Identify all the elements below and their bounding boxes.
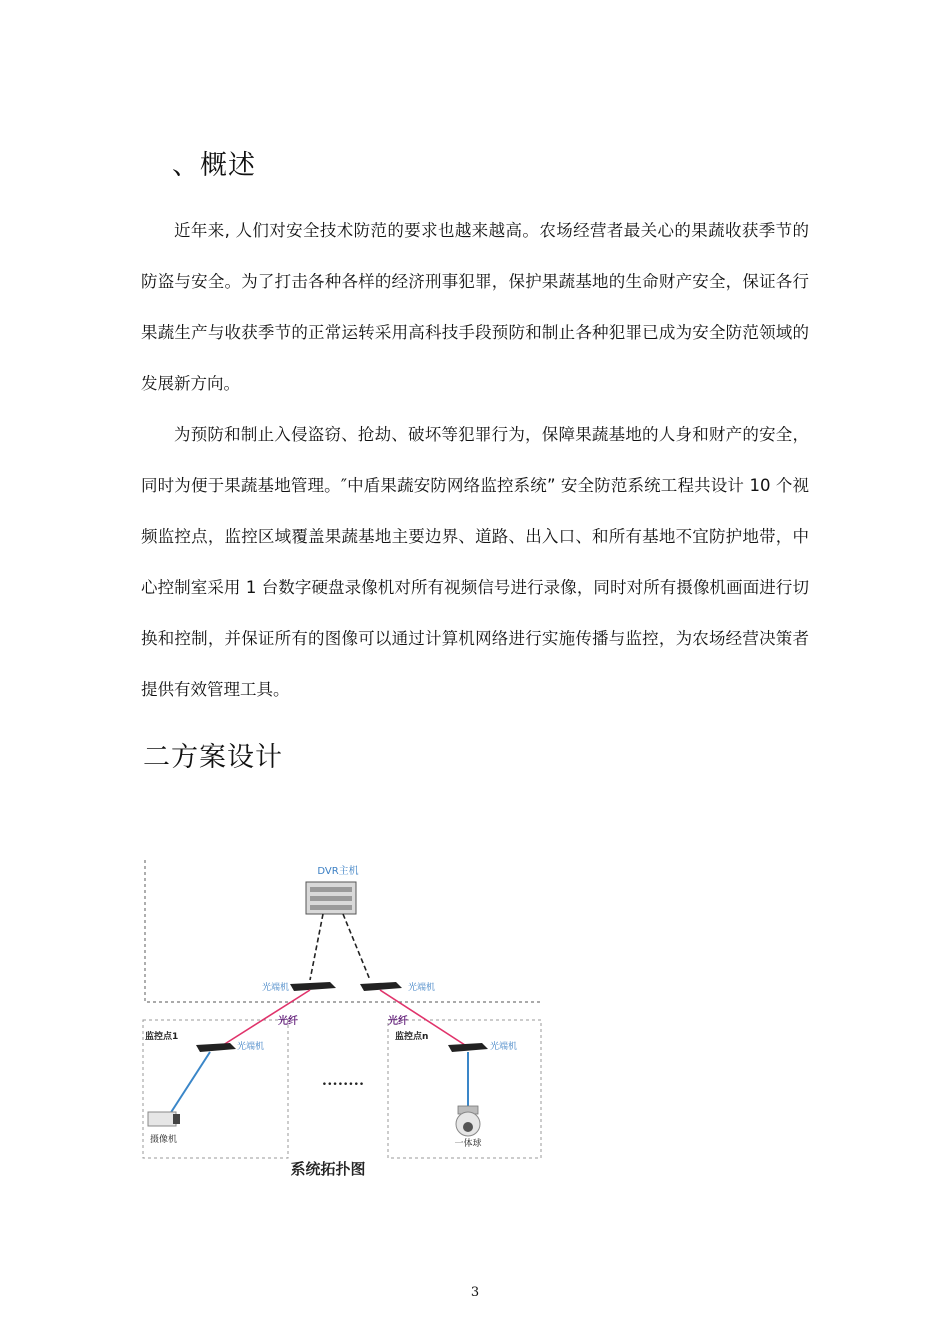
dvr-label: DVR主机 xyxy=(317,866,359,877)
siten-optical-icon xyxy=(448,1043,488,1052)
dvr-link-right xyxy=(343,914,370,980)
dome-label: 一体球 xyxy=(454,1139,482,1149)
siten-label: 监控点n xyxy=(395,1032,429,1042)
box-camera-icon xyxy=(148,1112,180,1126)
site1-coax-link xyxy=(168,1052,210,1117)
system-topology-diagram xyxy=(138,852,548,1182)
optical-transceiver-left-icon xyxy=(290,982,336,991)
optical-right-label: 光端机 xyxy=(408,983,436,993)
paragraph-2: 为预防和制止入侵盗窃、抢劫、破坏等犯罪行为，保障果蔬基地的人身和财产的安全，同时为便于果蔬基地管理。″中盾果蔬安防网络监控系统” 安全防范系统工程共设计 10 个视频监控点，监控区域覆盖果蔬基地主要边界、道路、出入口、和所有基地不宜防护地带，中心控制室采用 1 台数字硬盘录像机对所有视频信号进行录像，同时对所有摄像机画面进行切换和控制，并保证所有的图像可以通过计算机网络进行实施传播与监控，为农场经营决策者提供有效管理工具。 xyxy=(141,425,809,699)
fiber-left-label: 光纤 xyxy=(278,1016,298,1027)
page-number: 3 xyxy=(470,1285,480,1300)
section2-heading: 二方案设计 xyxy=(143,742,283,773)
section1-heading: 、概述 xyxy=(172,150,256,181)
dvr-host-icon xyxy=(306,882,356,914)
site1-optical-icon xyxy=(196,1043,236,1052)
diagram-caption: 系统拓扑图 xyxy=(290,1160,366,1178)
more-sites-ellipsis: •••••••• xyxy=(321,1080,365,1090)
optical-transceiver-right-icon xyxy=(360,982,402,991)
camera-label: 摄像机 xyxy=(150,1135,178,1145)
siten-optical-label: 光端机 xyxy=(490,1042,518,1052)
paragraph-1: 近年来, 人们对安全技术防范的要求也越来越高。农场经营者最关心的果蔬收获季节的防盗与安全。为了打击各种各样的经济刑事犯罪，保护果蔬基地的生命财产安全，保证各行果蔬生产与收获季节的正常运转采用高科技手段预防和制止各种犯罪已成为安全防范领域的发展新方向。 xyxy=(141,221,809,393)
dvr-link-left xyxy=(310,914,323,980)
section1-body xyxy=(141,205,809,715)
site1-label: 监控点1 xyxy=(145,1032,179,1042)
site1-optical-label: 光端机 xyxy=(237,1042,265,1052)
fiber-right-label: 光纤 xyxy=(388,1016,408,1027)
control-room-border xyxy=(145,860,543,1002)
dome-camera-icon xyxy=(456,1106,480,1136)
optical-left-label: 光端机 xyxy=(262,983,290,993)
